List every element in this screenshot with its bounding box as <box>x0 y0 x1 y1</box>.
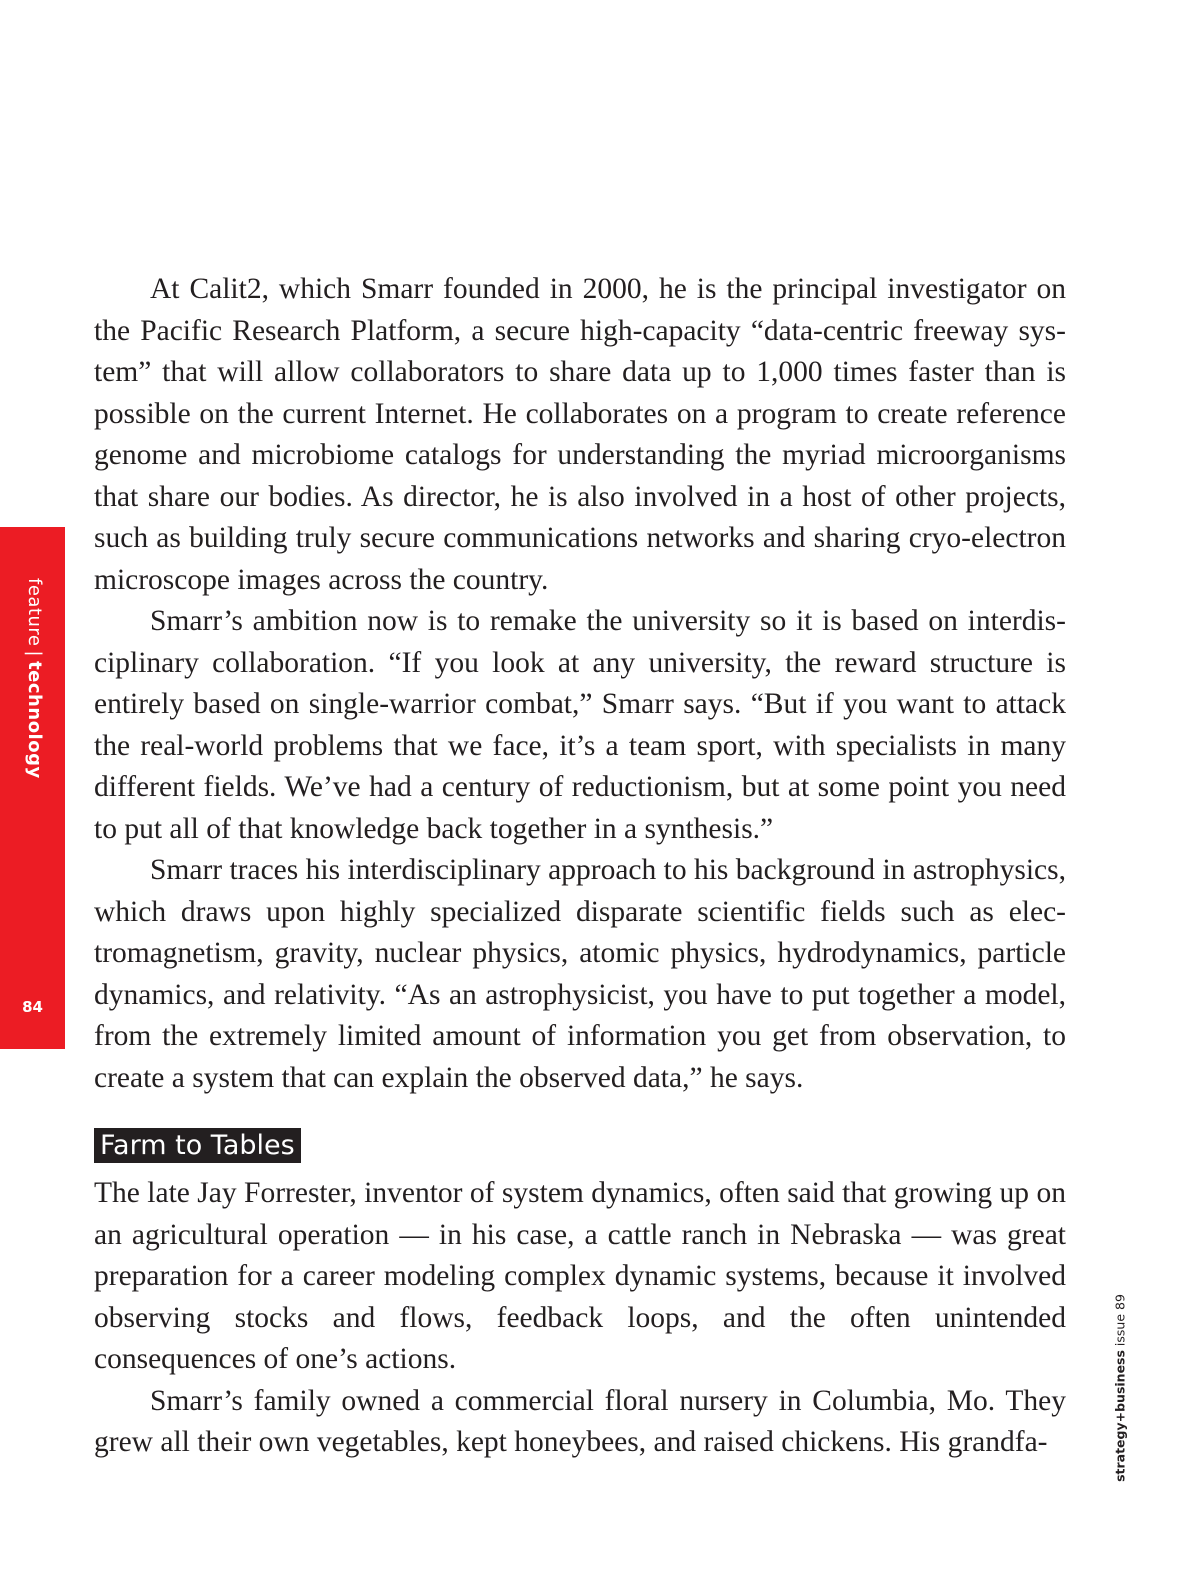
section-label <box>23 578 43 778</box>
paragraph: Smarr traces his interdisciplinary approach to his background in astrophysics, which draws upon highly specialized disparate scientific fields such as electromagnetism, gravity, nuclear physics, atomic physics, hydrodynamics, particle dynamics, and relativity. “As an astrophysicist, you have to put together a model, from the extremely limited amount of information you get from observation, to create a system that can explain the observed data,” he says. <box>94 854 1066 1094</box>
section-topic: technology <box>24 661 45 779</box>
paragraph: Smarr’s family owned a commercial floral nursery in Columbia, Mo. They grew all their own vegetables, kept honeybees, and raised chickens. His grandfa- <box>94 1384 1066 1458</box>
section-separator: | <box>24 650 45 658</box>
publication-name: strategy+business <box>1112 1350 1128 1482</box>
paragraph: Smarr’s ambition now is to remake the university so it is based on interdisciplinary collaboration. “If you look at any university, the reward structure is entirely based on single-warrior combat,” Smarr says. “But if you want to attack the real-world problems that we face, it’s a team sport, with specialists in many different fields. We’ve had a century of reductionism, but at some point you need to put all of that knowledge back together in a synthesis.” <box>94 605 1066 845</box>
issue-number: issue 89 <box>1112 1294 1128 1347</box>
section-heading: Farm to Tables <box>94 1128 301 1163</box>
section-name: feature <box>24 578 45 647</box>
publication-footer <box>1113 1294 1128 1482</box>
paragraph: At Calit2, which Smarr founded in 2000, he is the principal investigator on the Pacific Research Platform, a secure high-capacity “data-centric freeway system” that will allow collaborators to share data up to 1,000 times faster than is possible on the current Internet. He collaborates on a program to create reference genome and microbiome catalogs for understanding the myriad microorganisms that share our bodies. As director, he is also involved in a host of other projects, such as building truly secure communications networks and sharing cryo-electron microscope images across the country. <box>94 273 1066 596</box>
article-body <box>94 269 1066 1464</box>
paragraph: The late Jay Forrester, inventor of system dynamics, often said that growing up on an agricultural operation — in his case, a cattle ranch in Nebraska — was great preparation for a career modeling complex dynamic systems, because it involved observing stocks and flows, feedback loops, and the often unintended consequences of one’s actions. <box>94 1177 1066 1375</box>
page-number: 84 <box>22 998 43 1016</box>
